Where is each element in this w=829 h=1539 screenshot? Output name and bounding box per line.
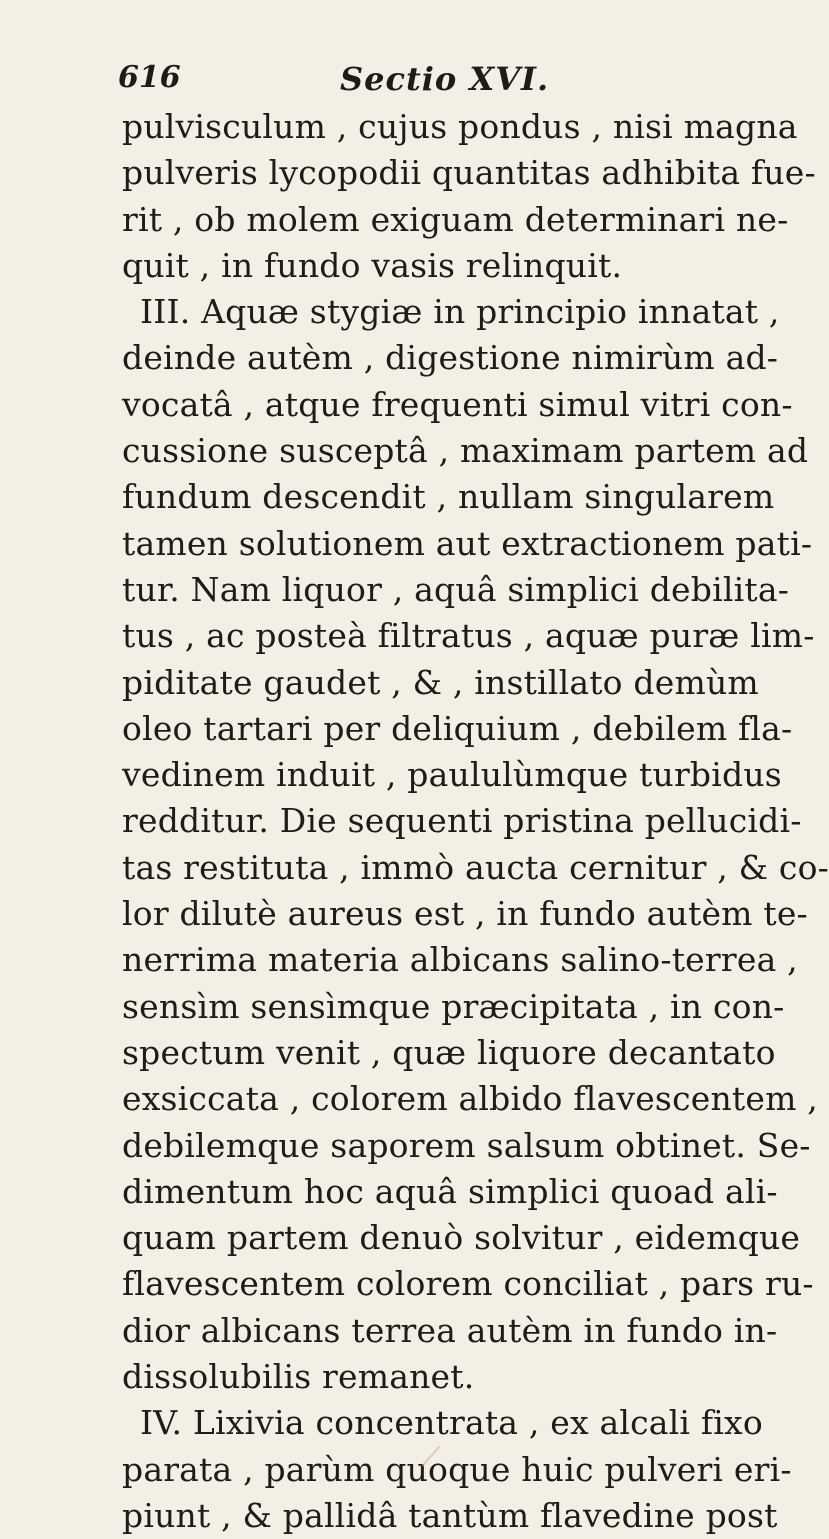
text-line: vedinem induit , paululùmque turbidus: [122, 755, 782, 795]
text-line: quam partem denuò solvitur , eidemque: [122, 1218, 801, 1258]
text-line: pulvisculum , cujus pondus , nisi magna: [122, 107, 798, 146]
text-line: dior albicans terrea autèm in fundo in-: [122, 1310, 778, 1350]
text-line: flavescentem colorem conciliat , pars ru-: [122, 1264, 814, 1304]
page-number: 616: [118, 60, 181, 95]
text-line: tas restituta , immò aucta cernitur , & co-: [122, 847, 829, 887]
text-line: tur. Nam liquor , aquâ simplici debilita-: [122, 569, 790, 609]
text-line: dissolubilis remanet.: [122, 1357, 475, 1397]
section-start-line: IV. Lixivia concentrata , ex alcali fixo: [140, 1403, 763, 1443]
text-line: rit , ob molem exiguam determinari ne-: [122, 199, 789, 239]
section-start-line: III. Aquæ stygiæ in principio innatat ,: [140, 292, 780, 332]
running-head: Sectio XVI.: [340, 60, 550, 98]
text-line: redditur. Die sequenti pristina pellucidi-: [122, 801, 802, 841]
text-line: debilemque saporem salsum obtinet. Se-: [122, 1125, 811, 1165]
text-line: parata , parùm quoque huic pulveri eri-: [122, 1449, 792, 1489]
text-line: deinde autèm , digestione nimirùm ad-: [122, 338, 779, 378]
text-line: tamen solutionem aut extractionem pati-: [122, 523, 813, 563]
text-line: exsiccata , colorem albido flavescentem ,: [122, 1079, 818, 1119]
text-line: lor dilutè aureus est , in fundo autèm te-: [122, 894, 808, 934]
body-text: [122, 104, 829, 1539]
page-header: [118, 60, 738, 104]
text-line: dimentum hoc aquâ simplici quoad ali-: [122, 1171, 778, 1211]
text-line: piunt , & pallidâ tantùm flavedine post: [122, 1495, 778, 1535]
text-line: pulveris lycopodii quantitas adhibita fue-: [122, 153, 816, 193]
text-line: fundum descendit , nullam singularem: [122, 477, 775, 517]
text-line: tus , ac posteà filtratus , aquæ puræ lim-: [122, 616, 815, 656]
text-line: oleo tartari per deliquium , debilem fla-: [122, 708, 793, 748]
text-line: cussione susceptâ , maximam partem ad: [122, 431, 809, 471]
text-line: nerrima materia albicans salino-terrea ,: [122, 940, 798, 980]
text-line: vocatâ , atque frequenti simul vitri con-: [122, 384, 793, 424]
text-line: piditate gaudet , & , instillato demùm: [122, 662, 759, 702]
text-line: quit , in fundo vasis relinquit.: [122, 245, 623, 285]
text-line: spectum venit , quæ liquore decantato: [122, 1032, 776, 1072]
text-line: sensìm sensìmque præcipitata , in con-: [122, 986, 785, 1026]
